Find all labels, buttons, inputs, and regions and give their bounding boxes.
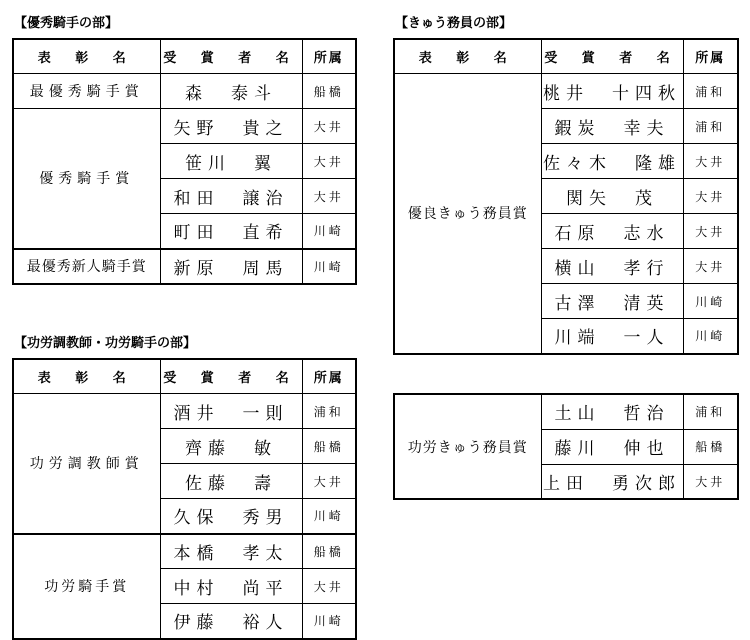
recipient-name: 矢野 貴之 xyxy=(160,109,302,144)
affiliation: 大井 xyxy=(683,214,738,249)
affiliation: 浦和 xyxy=(683,74,738,109)
recipient-name: 川端 一人 xyxy=(541,319,683,354)
affiliation: 大井 xyxy=(302,109,356,144)
recipient-name: 中村 尚平 xyxy=(160,569,302,604)
header-row xyxy=(13,359,356,394)
section-title-stable-staff: 【きゅう務員の部】 xyxy=(395,16,513,31)
affiliation: 川崎 xyxy=(302,604,356,639)
table-row xyxy=(13,249,356,284)
header-award-name: 表 彰 名 xyxy=(13,359,160,394)
affiliation: 川崎 xyxy=(302,214,356,249)
affiliation: 大井 xyxy=(683,464,738,499)
award-category: 優良きゅう務員賞 xyxy=(394,74,541,354)
affiliation: 川崎 xyxy=(683,319,738,354)
recipient-name: 新原 周馬 xyxy=(160,249,302,284)
recipient-name: 本橋 孝太 xyxy=(160,534,302,569)
affiliation: 船橋 xyxy=(302,534,356,569)
award-category: 最優秀新人騎手賞 xyxy=(13,249,160,284)
recipient-name: 上田 勇次郎 xyxy=(541,464,683,499)
award-category: 功労騎手賞 xyxy=(13,534,160,639)
table-row xyxy=(394,74,738,109)
stable-staff-merit-table xyxy=(393,393,739,500)
table-row xyxy=(13,109,356,144)
table-row xyxy=(13,394,356,429)
recipient-name: 古澤 清英 xyxy=(541,284,683,319)
award-category: 功労きゅう務員賞 xyxy=(394,394,541,499)
recipient-name: 土山 哲治 xyxy=(541,394,683,429)
recipient-name: 笹川 翼 xyxy=(160,144,302,179)
header-affiliation: 所属 xyxy=(683,39,738,74)
affiliation: 船橋 xyxy=(302,74,356,109)
excellent-jockey-table xyxy=(12,38,357,285)
header-recipient-name: 受 賞 者 名 xyxy=(160,359,302,394)
affiliation: 大井 xyxy=(302,144,356,179)
recipient-name: 関矢 茂 xyxy=(541,179,683,214)
award-category: 功労調教師賞 xyxy=(13,394,160,534)
recipient-name: 鍜炭 幸夫 xyxy=(541,109,683,144)
header-row xyxy=(13,39,356,74)
award-category: 優秀騎手賞 xyxy=(13,109,160,249)
table-row xyxy=(13,534,356,569)
recipient-name: 伊藤 裕人 xyxy=(160,604,302,639)
affiliation: 浦和 xyxy=(302,394,356,429)
affiliation: 川崎 xyxy=(683,284,738,319)
table-row xyxy=(394,394,738,429)
affiliation: 船橋 xyxy=(302,429,356,464)
header-award-name: 表 彰 名 xyxy=(13,39,160,74)
affiliation: 川崎 xyxy=(302,249,356,284)
header-row xyxy=(394,39,738,74)
section-title-merit: 【功労調教師・功労騎手の部】 xyxy=(14,336,197,351)
affiliation: 大井 xyxy=(683,249,738,284)
recipient-name: 森 泰斗 xyxy=(160,74,302,109)
recipient-name: 久保 秀男 xyxy=(160,499,302,534)
affiliation: 浦和 xyxy=(683,394,738,429)
affiliation: 川崎 xyxy=(302,499,356,534)
award-category: 最優秀騎手賞 xyxy=(13,74,160,109)
recipient-name: 横山 孝行 xyxy=(541,249,683,284)
header-affiliation: 所属 xyxy=(302,39,356,74)
recipient-name: 石原 志水 xyxy=(541,214,683,249)
recipient-name: 桃井 十四秋 xyxy=(541,74,683,109)
header-recipient-name: 受 賞 者 名 xyxy=(541,39,683,74)
table-row xyxy=(13,74,356,109)
recipient-name: 町田 直希 xyxy=(160,214,302,249)
affiliation: 大井 xyxy=(302,464,356,499)
affiliation: 大井 xyxy=(683,144,738,179)
affiliation: 大井 xyxy=(302,179,356,214)
header-recipient-name: 受 賞 者 名 xyxy=(160,39,302,74)
header-award-name: 表 彰 名 xyxy=(394,39,541,74)
recipient-name: 和田 譲治 xyxy=(160,179,302,214)
affiliation: 浦和 xyxy=(683,109,738,144)
recipient-name: 藤川 伸也 xyxy=(541,429,683,464)
recipient-name: 佐々木 隆雄 xyxy=(541,144,683,179)
merit-table xyxy=(12,358,357,640)
stable-staff-table xyxy=(393,38,739,355)
recipient-name: 齊藤 敏 xyxy=(160,429,302,464)
affiliation: 大井 xyxy=(683,179,738,214)
affiliation: 大井 xyxy=(302,569,356,604)
affiliation: 船橋 xyxy=(683,429,738,464)
header-affiliation: 所属 xyxy=(302,359,356,394)
section-title-excellent-jockey: 【優秀騎手の部】 xyxy=(14,16,119,31)
recipient-name: 酒井 一則 xyxy=(160,394,302,429)
recipient-name: 佐藤 壽 xyxy=(160,464,302,499)
